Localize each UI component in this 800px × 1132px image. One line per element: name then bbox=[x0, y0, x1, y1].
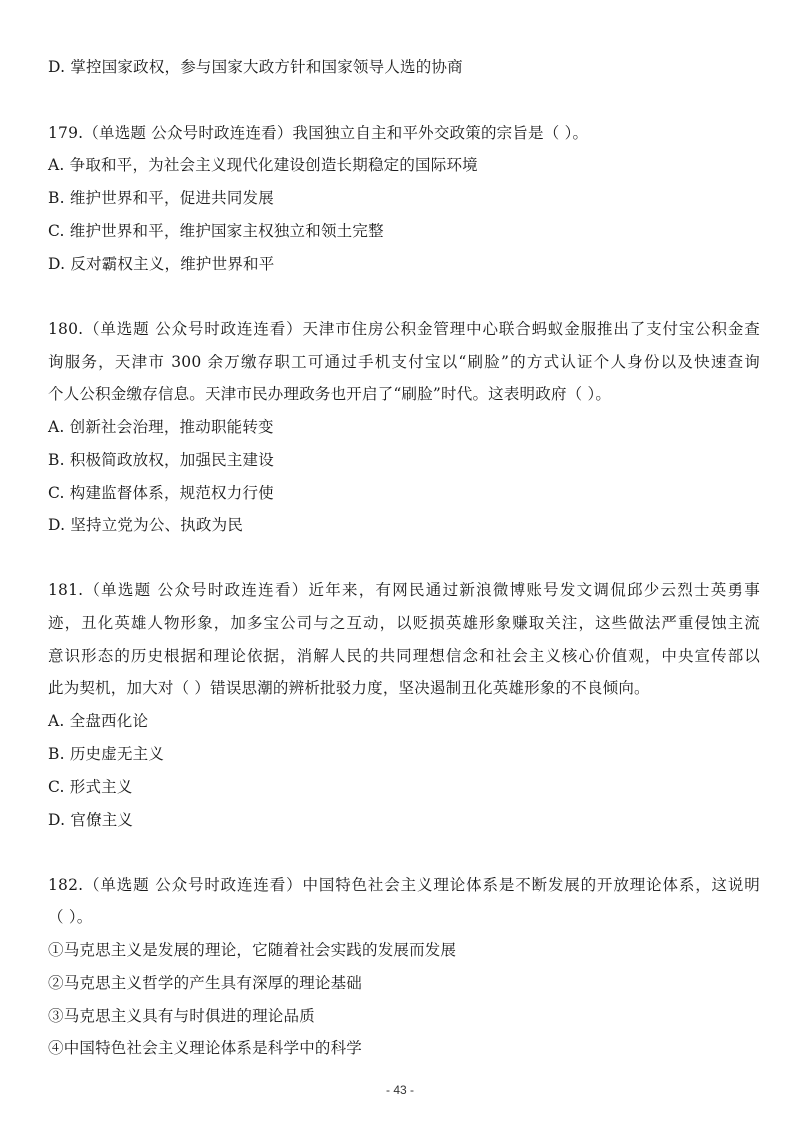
statement-4: ④中国特色社会主义理论体系是科学中的科学 bbox=[48, 1039, 363, 1057]
option-d: D. 反对霸权主义，维护世界和平 bbox=[48, 255, 275, 273]
question-stem-line-3: 个人公积金缴存信息。天津市民办理政务也开启了“刷脸”时代。这表明政府（ ）。 bbox=[48, 385, 612, 403]
option-b: B. 历史虚无主义 bbox=[48, 745, 165, 763]
option-d: D. 坚持立党为公、执政为民 bbox=[48, 516, 244, 534]
option-c: C. 构建监督体系，规范权力行使 bbox=[48, 484, 274, 502]
statement-3: ③马克思主义具有与时俱进的理论品质 bbox=[48, 1007, 315, 1025]
question-stem: 179.（单选题 公众号时政连连看）我国独立自主和平外交政策的宗旨是（ ）。 bbox=[48, 124, 589, 142]
question-stem-line-2: （ ）。 bbox=[48, 908, 93, 926]
page-number: - 43 - bbox=[385, 1083, 414, 1097]
question-stem-line-1: 181.（单选题 公众号时政连连看）近年来，有网民通过新浪微博账号发文调侃邱少云烈士英勇事 bbox=[48, 581, 760, 599]
statement-2: ②马克思主义哲学的产生具有深厚的理论基础 bbox=[48, 974, 363, 992]
option-a: A. 争取和平，为社会主义现代化建设创造长期稳定的国际环境 bbox=[48, 156, 478, 174]
option-c: C. 维护世界和平，维护国家主权独立和领土完整 bbox=[48, 222, 384, 240]
prev-question-option-d: D. 掌控国家政权，参与国家大政方针和国家领导人选的协商 bbox=[48, 58, 463, 76]
question-stem-line-4: 此为契机，加大对（ ）错误思潮的辨析批驳力度，坚决遏制丑化英雄形象的不良倾向。 bbox=[48, 679, 650, 697]
option-b: B. 积极简政放权，加强民主建设 bbox=[48, 451, 274, 469]
question-stem-line-2: 询服务，天津市 300 余万缴存职工可通过手机支付宝以“刷脸”的方式认证个人身份以及快速查询 bbox=[48, 353, 760, 371]
statement-1: ①马克思主义是发展的理论，它随着社会实践的发展而发展 bbox=[48, 941, 457, 959]
question-stem-line-1: 180.（单选题 公众号时政连连看）天津市住房公积金管理中心联合蚂蚁金服推出了支付宝公积金查 bbox=[48, 320, 760, 338]
question-stem-line-3: 意识形态的历史根据和理论依据，消解人民的共同理想信念和社会主义核心价值观，中央宣传部以 bbox=[48, 647, 760, 665]
option-b: B. 维护世界和平，促进共同发展 bbox=[48, 189, 274, 207]
option-a: A. 全盘西化论 bbox=[48, 712, 149, 730]
option-a: A. 创新社会治理，推动职能转变 bbox=[48, 418, 274, 436]
question-stem-line-2: 迹，丑化英雄人物形象，加多宝公司与之互动，以贬损英雄形象赚取关注，这些做法严重侵蚀主流 bbox=[48, 614, 760, 632]
question-stem-line-1: 182.（单选题 公众号时政连连看）中国特色社会主义理论体系是不断发展的开放理论体系，这说明 bbox=[48, 876, 760, 894]
option-c: C. 形式主义 bbox=[48, 778, 133, 796]
option-d: D. 官僚主义 bbox=[48, 811, 134, 829]
